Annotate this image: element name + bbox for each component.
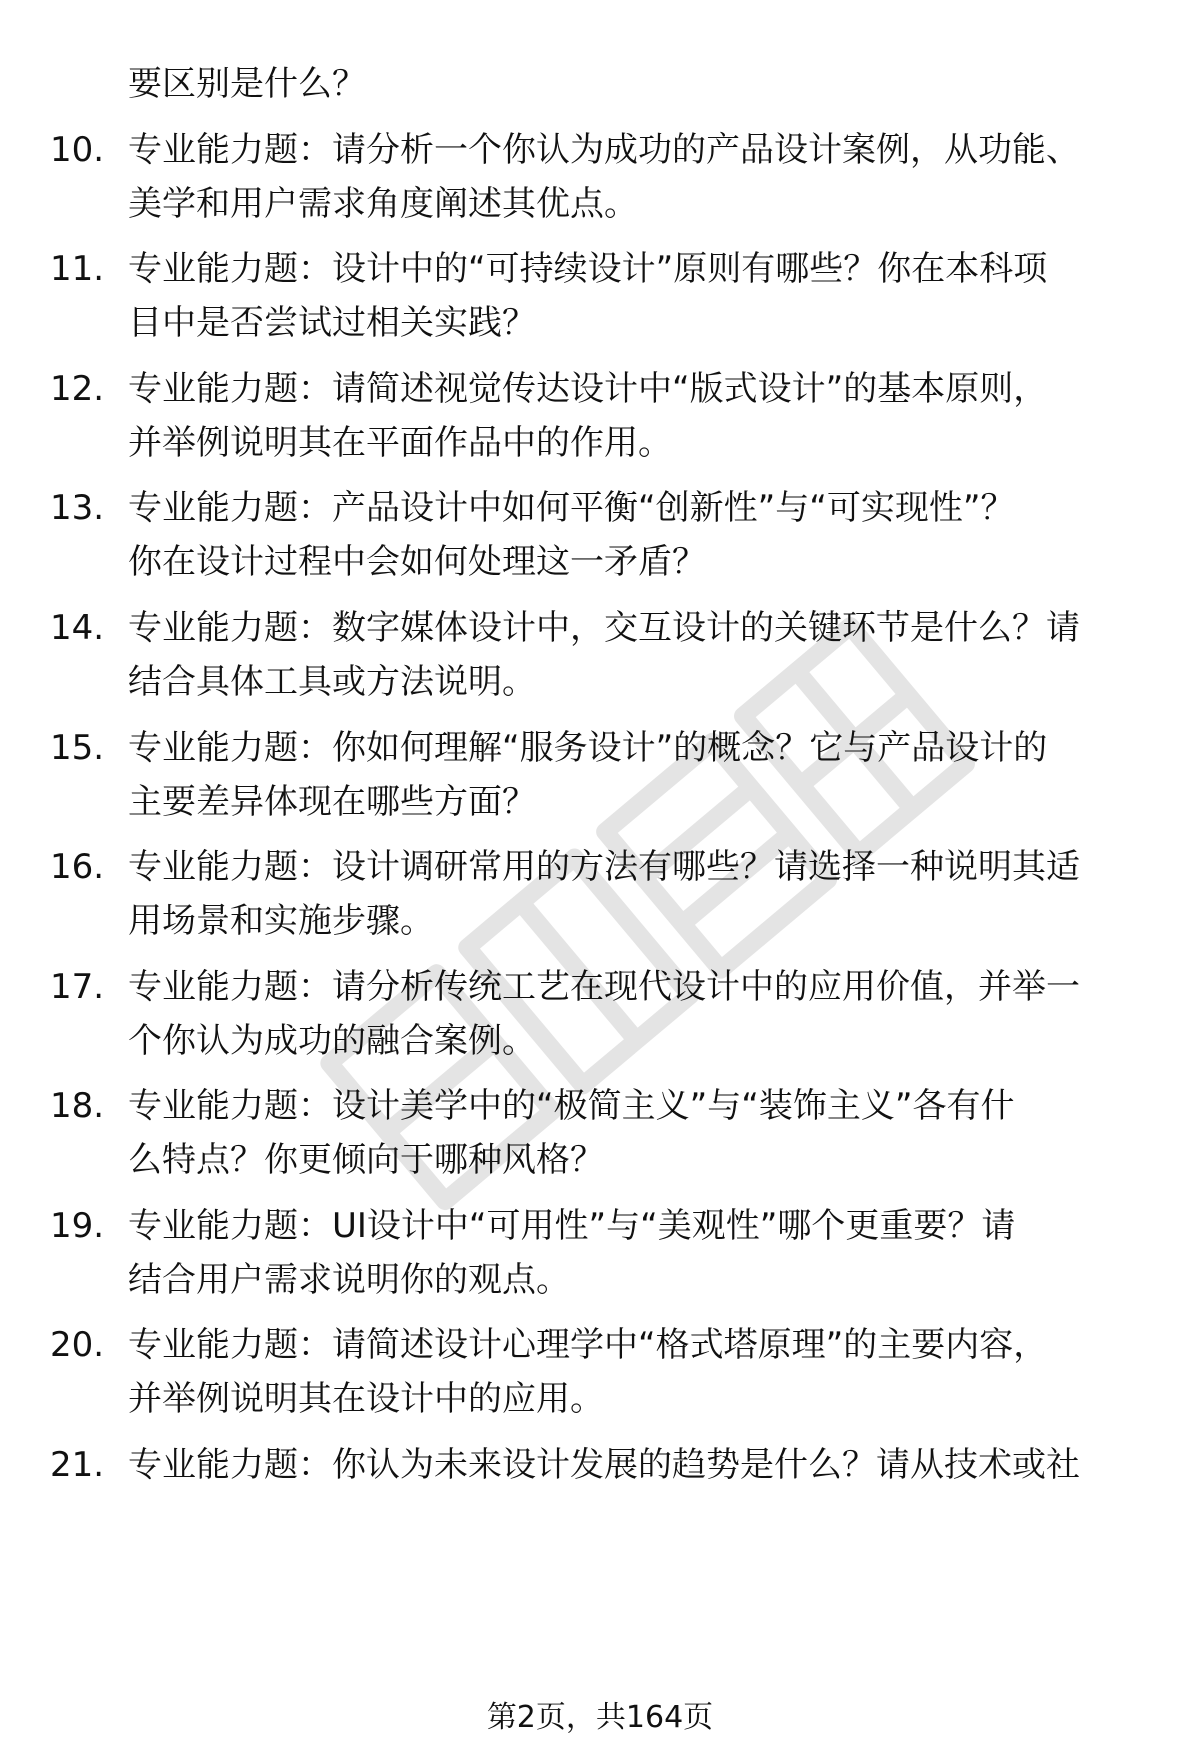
question-text-line: 你在设计过程中会如何处理这一矛盾？ xyxy=(128,542,706,582)
question-item-15 xyxy=(0,722,1200,842)
question-item-11 xyxy=(0,243,1200,363)
question-text-line: 专业能力题：设计中的“可持续设计”原则有哪些？你在本科项 xyxy=(128,249,1048,289)
question-number: 14. xyxy=(50,608,105,648)
question-text-line: 专业能力题：你认为未来设计发展的趋势是什么？请从技术或社 xyxy=(128,1445,1080,1485)
question-text-line: 专业能力题：请分析一个你认为成功的产品设计案例，从功能、 xyxy=(128,130,1080,170)
question-text-line: 结合具体工具或方法说明。 xyxy=(128,662,536,702)
question-text-line: 用场景和实施步骤。 xyxy=(128,901,434,941)
question-text-line: 专业能力题：设计调研常用的方法有哪些？请选择一种说明其适 xyxy=(128,847,1080,887)
question-number: 20. xyxy=(50,1325,105,1365)
question-number: 21. xyxy=(50,1445,105,1485)
question-text-line: 个你认为成功的融合案例。 xyxy=(128,1021,536,1061)
question-text-line: 专业能力题：请简述视觉传达设计中“版式设计”的基本原则， xyxy=(128,369,1048,409)
question-number: 10. xyxy=(50,130,105,170)
question-item-13 xyxy=(0,482,1200,602)
question-text-line: 专业能力题：请分析传统工艺在现代设计中的应用价值，并举一 xyxy=(128,967,1080,1007)
question-text-line: 专业能力题：UI设计中“可用性”与“美观性”哪个更重要？请 xyxy=(128,1206,1016,1246)
question-item-10 xyxy=(0,124,1200,244)
question-number: 16. xyxy=(50,847,105,887)
question-number: 13. xyxy=(50,488,105,528)
question-text-line: 目中是否尝试过相关实践？ xyxy=(128,303,536,343)
question-item-16 xyxy=(0,841,1200,961)
question-text-line: 结合用户需求说明你的观点。 xyxy=(128,1260,570,1300)
question-item-18 xyxy=(0,1080,1200,1200)
question-item-17 xyxy=(0,961,1200,1081)
question-item-20 xyxy=(0,1319,1200,1439)
question-text-line: 并举例说明其在平面作品中的作用。 xyxy=(128,423,672,463)
question-number: 11. xyxy=(50,249,105,289)
question-text-line: 专业能力题：你如何理解“服务设计”的概念？它与产品设计的 xyxy=(128,728,1048,768)
question-text-line: 并举例说明其在设计中的应用。 xyxy=(128,1379,604,1419)
question-number: 17. xyxy=(50,967,105,1007)
question-text-line: 专业能力题：设计美学中的“极简主义”与“装饰主义”各有什 xyxy=(128,1086,1015,1126)
question-number: 12. xyxy=(50,369,105,409)
question-item-21 xyxy=(0,1439,1200,1559)
question-number: 15. xyxy=(50,728,105,768)
question-item-19 xyxy=(0,1200,1200,1320)
page-number-footer: 第2页，共164页 xyxy=(486,1700,714,1735)
question-text-line: 美学和用户需求角度阐述其优点。 xyxy=(128,184,638,224)
question-text-line: 专业能力题：数字媒体设计中，交互设计的关键环节是什么？请 xyxy=(128,608,1080,648)
question-text-line: 主要差异体现在哪些方面？ xyxy=(128,782,536,822)
question-item-14 xyxy=(0,602,1200,722)
continued-question-text: 要区别是什么？ xyxy=(128,64,366,104)
question-item-12 xyxy=(0,363,1200,483)
question-text-line: 么特点？你更倾向于哪种风格？ xyxy=(128,1140,604,1180)
question-text-line: 专业能力题：产品设计中如何平衡“创新性”与“可实现性”？ xyxy=(128,488,1015,528)
question-text-line: 专业能力题：请简述设计心理学中“格式塔原理”的主要内容， xyxy=(128,1325,1048,1365)
question-number: 18. xyxy=(50,1086,105,1126)
question-number: 19. xyxy=(50,1206,105,1246)
